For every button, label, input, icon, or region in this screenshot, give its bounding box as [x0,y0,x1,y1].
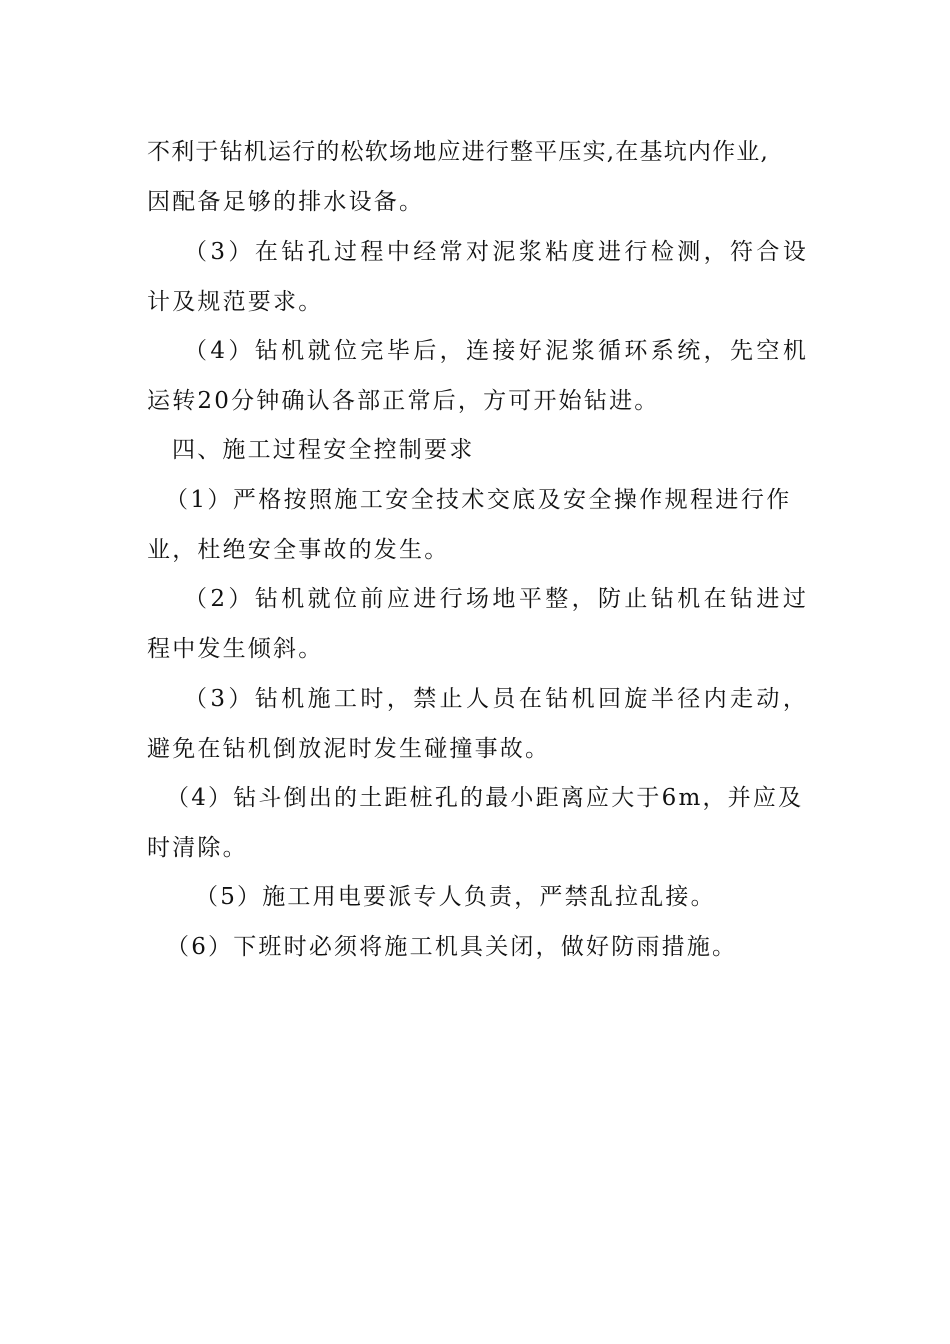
section-heading: 四、施工过程安全控制要求 [172,437,475,463]
text-line: 运转20分钟确认各部正常后，方可开始钻进。 [147,388,660,414]
text-line: 计及规范要求。 [147,289,324,315]
safety-item-1-first-line: （1）严格按照施工安全技术交底及安全操作规程进行作 [165,487,792,513]
text-line: 因配备足够的排水设备。 [147,189,425,215]
safety-item-6: （6）下班时必须将施工机具关闭，做好防雨措施。 [166,934,738,960]
text-line: 业，杜绝安全事故的发生。 [147,537,450,563]
section-item-3-first-line: （3）在钻孔过程中经常对泥浆粘度进行检测，符合设 [184,239,810,265]
safety-item-3-first-line: （3）钻机施工时，禁止人员在钻机回旋半径内走动， [184,686,810,712]
safety-item-4-first-line: （4）钻斗倒出的土距桩孔的最小距离应大于6m，并应及 [166,785,804,811]
section-item-4-first-line: （4）钻机就位完毕后，连接好泥浆循环系统，先空机 [184,338,810,364]
text-line: 程中发生倾斜。 [147,636,324,662]
text-line: 时清除。 [147,835,248,861]
safety-item-2-first-line: （2）钻机就位前应进行场地平整，防止钻机在钻进过 [184,586,810,612]
text-line: 避免在钻机倒放泥时发生碰撞事故。 [147,736,551,762]
text-line: 不利于钻机运行的松软场地应进行整平压实,在基坑内作业, [147,139,770,165]
safety-item-5: （5）施工用电要派专人负责，严禁乱拉乱接。 [195,884,716,910]
